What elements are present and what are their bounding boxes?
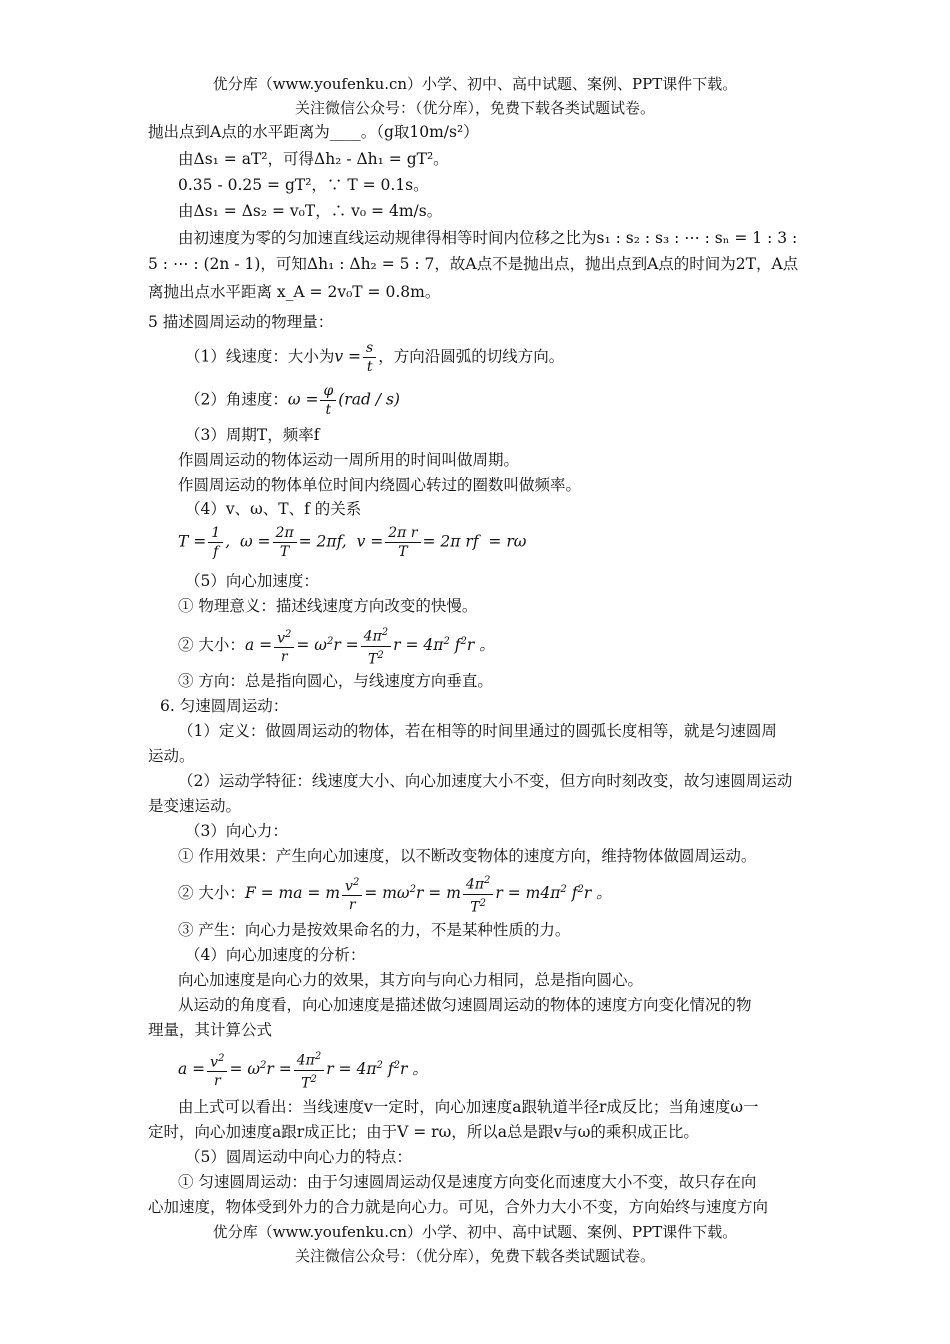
formula-line: ② 大小：a = $\frac{v^2}{r}$ = $\omega^2r$ = $\frac{4\pi^2}{T^2}$ $r = 4\pi^2$ $f^2r$ 。 (178, 624, 495, 668)
label-text: ，方向沿圆弧的切线方向。 (378, 347, 565, 366)
section-heading: 6. 匀速圆周运动： (160, 697, 289, 715)
fraction: $\frac{\varphi}{t}$ (320, 382, 336, 419)
text-line: ① 匀速圆周运动：由于匀速圆周运动仅是速度方向变化而速度大小不变，故只存在向 (178, 1173, 757, 1191)
text-line: 抛出点到A点的水平距离为____。（g取10m/s²） (148, 123, 479, 141)
formula-line: 由Δs₁ = Δs₂ = v₀T，∴ v₀ = 4m/s。 (178, 202, 443, 220)
text-line: 理量，其计算公式 (148, 1021, 273, 1039)
text-line: 是变速运动。 (148, 797, 242, 815)
formula: (rad / s) (338, 390, 400, 409)
label-text: （2）角速度： (185, 390, 288, 409)
text-line: 由初速度为零的匀加速直线运动规律得相等时间内位移之比为s₁ : s₂ : s₃ : ⋯ : sₙ = 1 : 3 : (178, 229, 798, 247)
text-line: （5）圆周运动中向心力的特点： (185, 1148, 412, 1166)
text-line: 由上式可以看出：当线速度v一定时，向心加速度a跟轨道半径r成反比；当角速度ω一 (178, 1098, 759, 1116)
text-line: （2）运动学特征：线速度大小、向心加速度大小不变，但方向时刻改变，故匀速圆周运动 (178, 772, 793, 790)
text-line: （4）向心加速度的分析： (185, 946, 366, 964)
header-line-2: 关注微信公众号：（优分库），免费下载各类试题试卷。 (294, 99, 655, 117)
text-line: 从运动的角度看，向心加速度是描述做匀速圆周运动的物体的速度方向变化情况的物 (178, 996, 752, 1014)
text-line: 作圆周运动的物体运动一周所用的时间叫做周期。 (178, 451, 520, 469)
text-line: 定时，向心加速度a跟r成正比；由于V = rω，所以a总是跟v与ω的乘积成正比。 (148, 1123, 699, 1141)
text-line: （1）定义：做圆周运动的物体，若在相等的时间里通过的圆弧长度相等，就是匀速圆周 (178, 722, 777, 740)
text-line (185, 339, 564, 376)
formula-line: T = $\frac{1}{f}$ , ω = $\frac{2\pi}{T}$ = 2πf, v = $\frac{\text{2π r}}{T}$ = 2π rf = rω (178, 525, 527, 560)
formula-line: 0.35 - 0.25 = gT²，∵ T = 0.1s。 (178, 176, 429, 194)
text-line: 运动。 (148, 747, 195, 765)
text-line: ③ 产生：向心力是按效果命名的力，不是某种性质的力。 (178, 921, 571, 939)
label-text: ② 大小： (178, 636, 245, 655)
text-line: （4）v、ω、T、f 的关系 (185, 500, 362, 518)
text-line: ③ 方向：总是指向圆心，与线速度方向垂直。 (178, 672, 493, 690)
label-text: （1）线速度：大小为 (185, 347, 335, 366)
text-line: 5 : ⋯ : (2n - 1)，可知Δh₁ : Δh₂ = 5 : 7，故A点不是抛出点，抛出点到A点的时间为2T，A点 (148, 255, 799, 273)
formula: ω = (287, 390, 319, 409)
text-line (185, 382, 400, 419)
text-line: （5）向心加速度： (185, 572, 319, 590)
text-line: 向心加速度是向心力的效果，其方向与向心力相同，总是指向圆心。 (178, 971, 644, 989)
formula-line: a = $\frac{v^2}{r}$ = $\omega^2r$ = $\frac{4\pi^2}{T^2}$ $r = 4\pi^2$ $f^2r$ 。 (178, 1048, 428, 1092)
fraction: $\frac{s}{t}$ (363, 339, 376, 376)
text-line: （3）周期T，频率f (185, 426, 320, 444)
text-line: （3）向心力： (185, 822, 288, 840)
text-line: 作圆周运动的物体单位时间内绕圆心转过的圈数叫做频率。 (178, 476, 582, 494)
text-line: ① 作用效果：产生向心加速度，以不断改变物体的速度方向，维持物体做圆周运动。 (178, 847, 757, 865)
footer-line-2: 关注微信公众号：（优分库），免费下载各类试题试卷。 (294, 1247, 655, 1265)
formula-line: ② 大小：F = ma = m $\frac{v^2}{r}$ = $m\omega^2r = m$ $\frac{4\pi^2}{T^2}$ $r = m4\pi^2$ $f^2r$ 。 (178, 872, 612, 916)
text-line: 心加速度，物体受到外力的合力就是向心力。可见，合外力大小不变，方向始终与速度方向 (148, 1198, 769, 1216)
section-heading: 5 描述圆周运动的物理量： (148, 313, 334, 331)
formula-line: 由Δs₁ = aT²，可得Δh₂ - Δh₁ = gT²。 (178, 150, 449, 168)
text-line: 离抛出点水平距离 x_A = 2v₀T = 0.8m。 (148, 283, 441, 301)
footer-line-1: 优分库（www.youfenku.cn）小学、初中、高中试题、案例、PPT课件下载。 (212, 1223, 738, 1241)
label-text: ② 大小： (178, 884, 245, 903)
formula: v = (334, 347, 362, 366)
header-line-1: 优分库（www.youfenku.cn）小学、初中、高中试题、案例、PPT课件下载。 (212, 75, 738, 93)
text-line: ① 物理意义：描述线速度方向改变的快慢。 (178, 597, 478, 615)
